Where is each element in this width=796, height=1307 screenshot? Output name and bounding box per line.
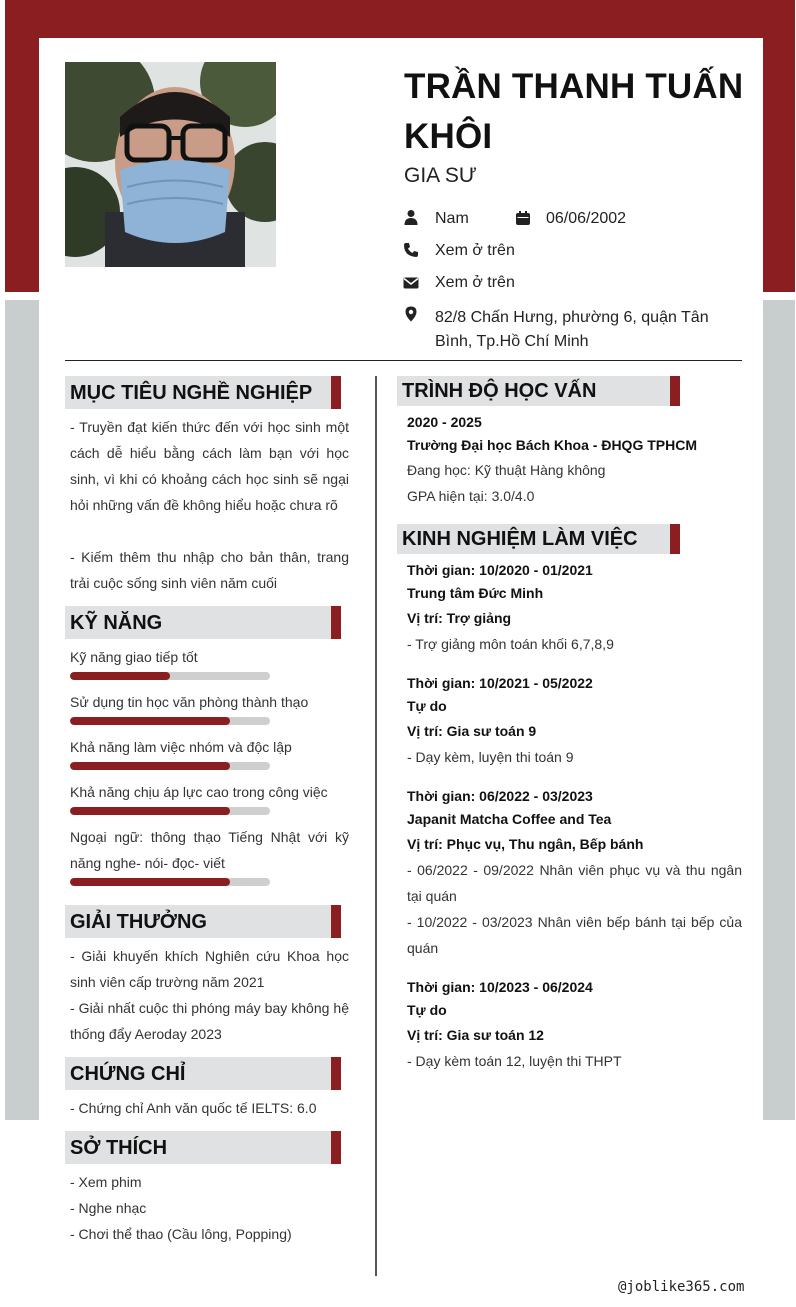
skill-label: Khả năng chịu áp lực cao trong công việc <box>70 784 328 800</box>
job-position: Vị trí: Phục vụ, Thu ngân, Bếp bánh <box>407 836 644 852</box>
certificate-item: - Chứng chỉ Anh văn quốc tế IELTS: 6.0 <box>70 1100 317 1116</box>
hobbies-heading: SỞ THÍCH <box>65 1131 341 1164</box>
job-description: - 10/2022 - 03/2023 Nhân viên bếp bánh tại bếp của quán <box>407 914 742 956</box>
objective-text-1: - Truyền đạt kiến thức đến với học sinh một cách dễ hiểu bằng cách làm bạn với học sinh, vì khi có khoảng cách học sinh sẽ ngại hỏi những vấn đề không hiểu hoặc chưa rõ <box>70 419 349 513</box>
job-time: Thời gian: 10/2021 - 05/2022 <box>407 675 593 691</box>
skill-bar <box>70 672 270 680</box>
skill-bar <box>70 807 270 815</box>
job-title: GIA SƯ <box>404 164 477 187</box>
objective-text-2: - Kiếm thêm thu nhập cho bản thân, trang trải cuộc sống sinh viên năm cuối <box>70 549 349 591</box>
email: Xem ở trên <box>435 274 515 291</box>
phone: Xem ở trên <box>435 242 515 259</box>
calendar-icon <box>515 210 531 226</box>
profile-photo <box>65 62 276 267</box>
award-item: - Giải nhất cuộc thi phóng máy bay không hệ thống đẩy Aeroday 2023 <box>70 1000 349 1042</box>
job-position: Vị trí: Gia sư toán 9 <box>407 723 537 739</box>
birthday: 06/06/2002 <box>546 210 627 227</box>
job-description: - 06/2022 - 09/2022 Nhân viên phục vụ và thu ngân tại quán <box>407 862 742 904</box>
job-description: - Dạy kèm, luyện thi toán 9 <box>407 749 574 765</box>
column-divider <box>375 376 377 1276</box>
skill-label: Sử dụng tin học văn phòng thành thạo <box>70 694 309 710</box>
job-time: Thời gian: 06/2022 - 03/2023 <box>407 788 593 804</box>
candidate-name: TRẦN THANH TUẤN KHÔI <box>404 67 744 156</box>
skill-bar <box>70 762 270 770</box>
education-gpa: GPA hiện tại: 3.0/4.0 <box>407 488 535 504</box>
education-heading: TRÌNH ĐỘ HỌC VẤN <box>397 376 680 406</box>
education-years: 2020 - 2025 <box>407 414 482 430</box>
skill-label: Kỹ năng giao tiếp tốt <box>70 649 198 665</box>
objective-heading: MỤC TIÊU NGHỀ NGHIỆP <box>65 376 341 409</box>
job-position: Vị trí: Gia sư toán 12 <box>407 1027 544 1043</box>
job-company: Trung tâm Đức Minh <box>407 585 544 601</box>
gender: Nam <box>435 210 469 227</box>
job-time: Thời gian: 10/2023 - 06/2024 <box>407 979 593 995</box>
job-position: Vị trí: Trợ giảng <box>407 610 512 626</box>
header-divider <box>65 360 742 361</box>
job-company: Japanit Matcha Coffee and Tea <box>407 811 612 827</box>
hobby-item: - Nghe nhạc <box>70 1200 147 1216</box>
location-pin-icon <box>403 306 419 322</box>
skill-bar <box>70 878 270 886</box>
hobby-item: - Chơi thể thao (Cầu lông, Popping) <box>70 1226 292 1242</box>
person-icon <box>403 209 419 225</box>
skill-bar <box>70 717 270 725</box>
certificates-heading: CHỨNG CHỈ <box>65 1057 341 1090</box>
skill-label: Ngoại ngữ: thông thạo Tiếng Nhật với kỹ năng nghe- nói- đọc- viết <box>70 829 349 871</box>
experience-heading: KINH NGHIỆM LÀM VIỆC <box>397 524 680 554</box>
education-major: Đang học: Kỹ thuật Hàng không <box>407 462 606 478</box>
job-time: Thời gian: 10/2020 - 01/2021 <box>407 562 593 578</box>
skills-heading: KỸ NĂNG <box>65 606 341 639</box>
phone-icon <box>403 242 419 258</box>
address: 82/8 Chấn Hưng, phường 6, quận Tân Bình, Tp.Hồ Chí Minh <box>435 309 709 350</box>
site-watermark: @joblike365.com <box>618 1279 745 1295</box>
hobby-item: - Xem phim <box>70 1174 142 1190</box>
job-company: Tự do <box>407 1002 447 1018</box>
envelope-icon <box>403 275 419 291</box>
job-company: Tự do <box>407 698 447 714</box>
award-item: - Giải khuyến khích Nghiên cứu Khoa học sinh viên cấp trường năm 2021 <box>70 948 349 990</box>
right-side-band <box>763 300 795 1120</box>
skill-label: Khả năng làm việc nhóm và độc lập <box>70 739 292 755</box>
left-side-band <box>5 300 39 1120</box>
awards-heading: GIẢI THƯỞNG <box>65 905 341 938</box>
education-school: Trường Đại học Bách Khoa - ĐHQG TPHCM <box>407 437 697 453</box>
job-description: - Dạy kèm toán 12, luyện thi THPT <box>407 1053 622 1069</box>
job-description: - Trợ giảng môn toán khối 6,7,8,9 <box>407 636 614 652</box>
